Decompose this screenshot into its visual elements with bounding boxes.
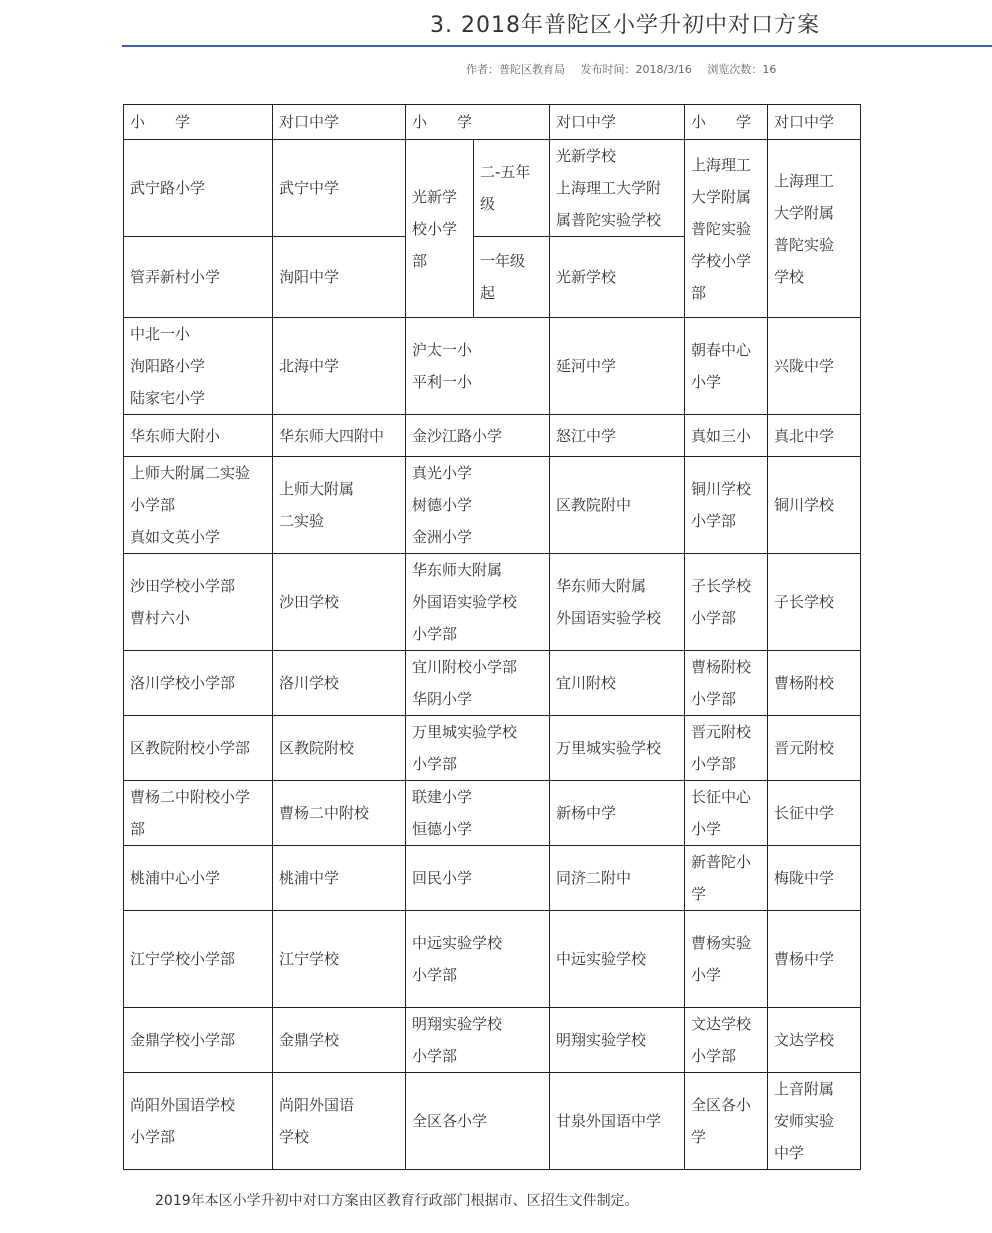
- cell-grade: 二-五年 级: [474, 140, 550, 237]
- cell-middle: 曹杨中学: [768, 911, 861, 1008]
- cell-primary: 联建小学 恒德小学: [406, 781, 550, 846]
- cell-primary: 长征中心 小学: [685, 781, 768, 846]
- header-primary-2: 小 学: [406, 105, 550, 140]
- cell-primary: 桃浦中心小学: [124, 846, 273, 911]
- table-row: [124, 781, 861, 846]
- cell-primary-merged: 上海理工 大学附属 普陀实验 学校小学 部: [685, 140, 768, 318]
- cell-primary: 曹杨附校 小学部: [685, 651, 768, 716]
- cell-middle: 新杨中学: [550, 781, 685, 846]
- cell-primary: 宜川附校小学部 华阴小学: [406, 651, 550, 716]
- cell-middle: 铜川学校: [768, 457, 861, 554]
- cell-primary: 真如三小: [685, 415, 768, 457]
- table-row: [124, 911, 861, 1008]
- cell-middle-merged: 上海理工 大学附属 普陀实验 学校: [768, 140, 861, 318]
- cell-primary: 全区各小 学: [685, 1073, 768, 1170]
- cell-middle: 北海中学: [273, 318, 406, 415]
- cell-primary: 洛川学校小学部: [124, 651, 273, 716]
- cell-middle: 文达学校: [768, 1008, 861, 1073]
- cell-middle: 真北中学: [768, 415, 861, 457]
- header-middle-3: 对口中学: [768, 105, 861, 140]
- cell-primary: 尚阳外国语学校 小学部: [124, 1073, 273, 1170]
- cell-primary: 江宁学校小学部: [124, 911, 273, 1008]
- cell-middle: 怒江中学: [550, 415, 685, 457]
- cell-middle: 子长学校: [768, 554, 861, 651]
- cell-middle: 延河中学: [550, 318, 685, 415]
- cell-grade: 一年级 起: [474, 237, 550, 318]
- cell-middle: 上师大附属 二实验: [273, 457, 406, 554]
- cell-middle: 甘泉外国语中学: [550, 1073, 685, 1170]
- author-label: 作者：普陀区教育局: [466, 63, 565, 76]
- school-matching-table: [123, 104, 861, 1170]
- table-row: [124, 1073, 861, 1170]
- cell-primary: 朝春中心 小学: [685, 318, 768, 415]
- cell-primary: 全区各小学: [406, 1073, 550, 1170]
- cell-middle: 曹杨二中附校: [273, 781, 406, 846]
- cell-middle: 华东师大附属 外国语实验学校: [550, 554, 685, 651]
- header-middle-1: 对口中学: [273, 105, 406, 140]
- cell-primary: 华东师大附属 外国语实验学校 小学部: [406, 554, 550, 651]
- cell-middle: 沙田学校: [273, 554, 406, 651]
- table-row: [124, 846, 861, 911]
- cell-primary: 回民小学: [406, 846, 550, 911]
- cell-primary: 真光小学 树德小学 金洲小学: [406, 457, 550, 554]
- cell-middle: 长征中学: [768, 781, 861, 846]
- table-row: [124, 318, 861, 415]
- cell-primary: 中远实验学校 小学部: [406, 911, 550, 1008]
- cell-middle: 同济二附中: [550, 846, 685, 911]
- table-row: [124, 457, 861, 554]
- cell-middle: 明翔实验学校: [550, 1008, 685, 1073]
- cell-primary: 上师大附属二实验 小学部 真如文英小学: [124, 457, 273, 554]
- table-row: [124, 1008, 861, 1073]
- cell-middle: 洛川学校: [273, 651, 406, 716]
- cell-middle: 万里城实验学校: [550, 716, 685, 781]
- article-meta: [466, 61, 788, 77]
- table-row: [124, 415, 861, 457]
- cell-middle: 曹杨附校: [768, 651, 861, 716]
- cell-middle: 中远实验学校: [550, 911, 685, 1008]
- cell-primary: 金鼎学校小学部: [124, 1008, 273, 1073]
- cell-primary-merged: 光新学 校小学 部: [406, 140, 474, 318]
- view-count: 浏览次数：16: [707, 63, 777, 76]
- cell-middle: 光新学校 上海理工大学附 属普陀实验学校: [550, 140, 685, 237]
- cell-primary: 曹杨二中附校小学 部: [124, 781, 273, 846]
- cell-middle: 金鼎学校: [273, 1008, 406, 1073]
- cell-middle: 区教院附中: [550, 457, 685, 554]
- cell-primary: 曹杨实验 小学: [685, 911, 768, 1008]
- cell-primary: 沪太一小 平利一小: [406, 318, 550, 415]
- cell-primary: 铜川学校 小学部: [685, 457, 768, 554]
- footnote: 2019年本区小学升初中对口方案由区教育行政部门根据市、区招生文件制定。: [155, 1193, 639, 1209]
- cell-middle: 梅陇中学: [768, 846, 861, 911]
- cell-primary: 华东师大附小: [124, 415, 273, 457]
- cell-primary: 管弄新村小学: [124, 237, 273, 318]
- table-row: [124, 554, 861, 651]
- header-primary-3: 小 学: [685, 105, 768, 140]
- cell-middle: 上音附属 安师实验 中学: [768, 1073, 861, 1170]
- cell-middle: 华东师大四附中: [273, 415, 406, 457]
- cell-primary: 金沙江路小学: [406, 415, 550, 457]
- page-title: 3. 2018年普陀区小学升初中对口方案: [430, 13, 820, 38]
- cell-primary: 明翔实验学校 小学部: [406, 1008, 550, 1073]
- table-row: [124, 140, 861, 237]
- publish-date: 发布时间：2018/3/16: [580, 63, 692, 76]
- cell-primary: 万里城实验学校 小学部: [406, 716, 550, 781]
- title-divider: [122, 45, 992, 47]
- header-primary-1: 小 学: [124, 105, 273, 140]
- cell-middle: 光新学校: [550, 237, 685, 318]
- cell-primary: 沙田学校小学部 曹村六小: [124, 554, 273, 651]
- cell-primary: 文达学校 小学部: [685, 1008, 768, 1073]
- cell-primary: 区教院附校小学部: [124, 716, 273, 781]
- cell-middle: 晋元附校: [768, 716, 861, 781]
- cell-primary: 武宁路小学: [124, 140, 273, 237]
- cell-middle: 宜川附校: [550, 651, 685, 716]
- cell-middle: 兴陇中学: [768, 318, 861, 415]
- cell-middle: 武宁中学: [273, 140, 406, 237]
- table-row: [124, 716, 861, 781]
- cell-middle: 江宁学校: [273, 911, 406, 1008]
- cell-primary: 晋元附校 小学部: [685, 716, 768, 781]
- header-middle-2: 对口中学: [550, 105, 685, 140]
- cell-primary: 新普陀小 学: [685, 846, 768, 911]
- table-row: [124, 651, 861, 716]
- cell-middle: 尚阳外国语 学校: [273, 1073, 406, 1170]
- table-header-row: [124, 105, 861, 140]
- cell-middle: 洵阳中学: [273, 237, 406, 318]
- cell-middle: 桃浦中学: [273, 846, 406, 911]
- cell-primary: 子长学校 小学部: [685, 554, 768, 651]
- cell-middle: 区教院附校: [273, 716, 406, 781]
- cell-primary: 中北一小 洵阳路小学 陆家宅小学: [124, 318, 273, 415]
